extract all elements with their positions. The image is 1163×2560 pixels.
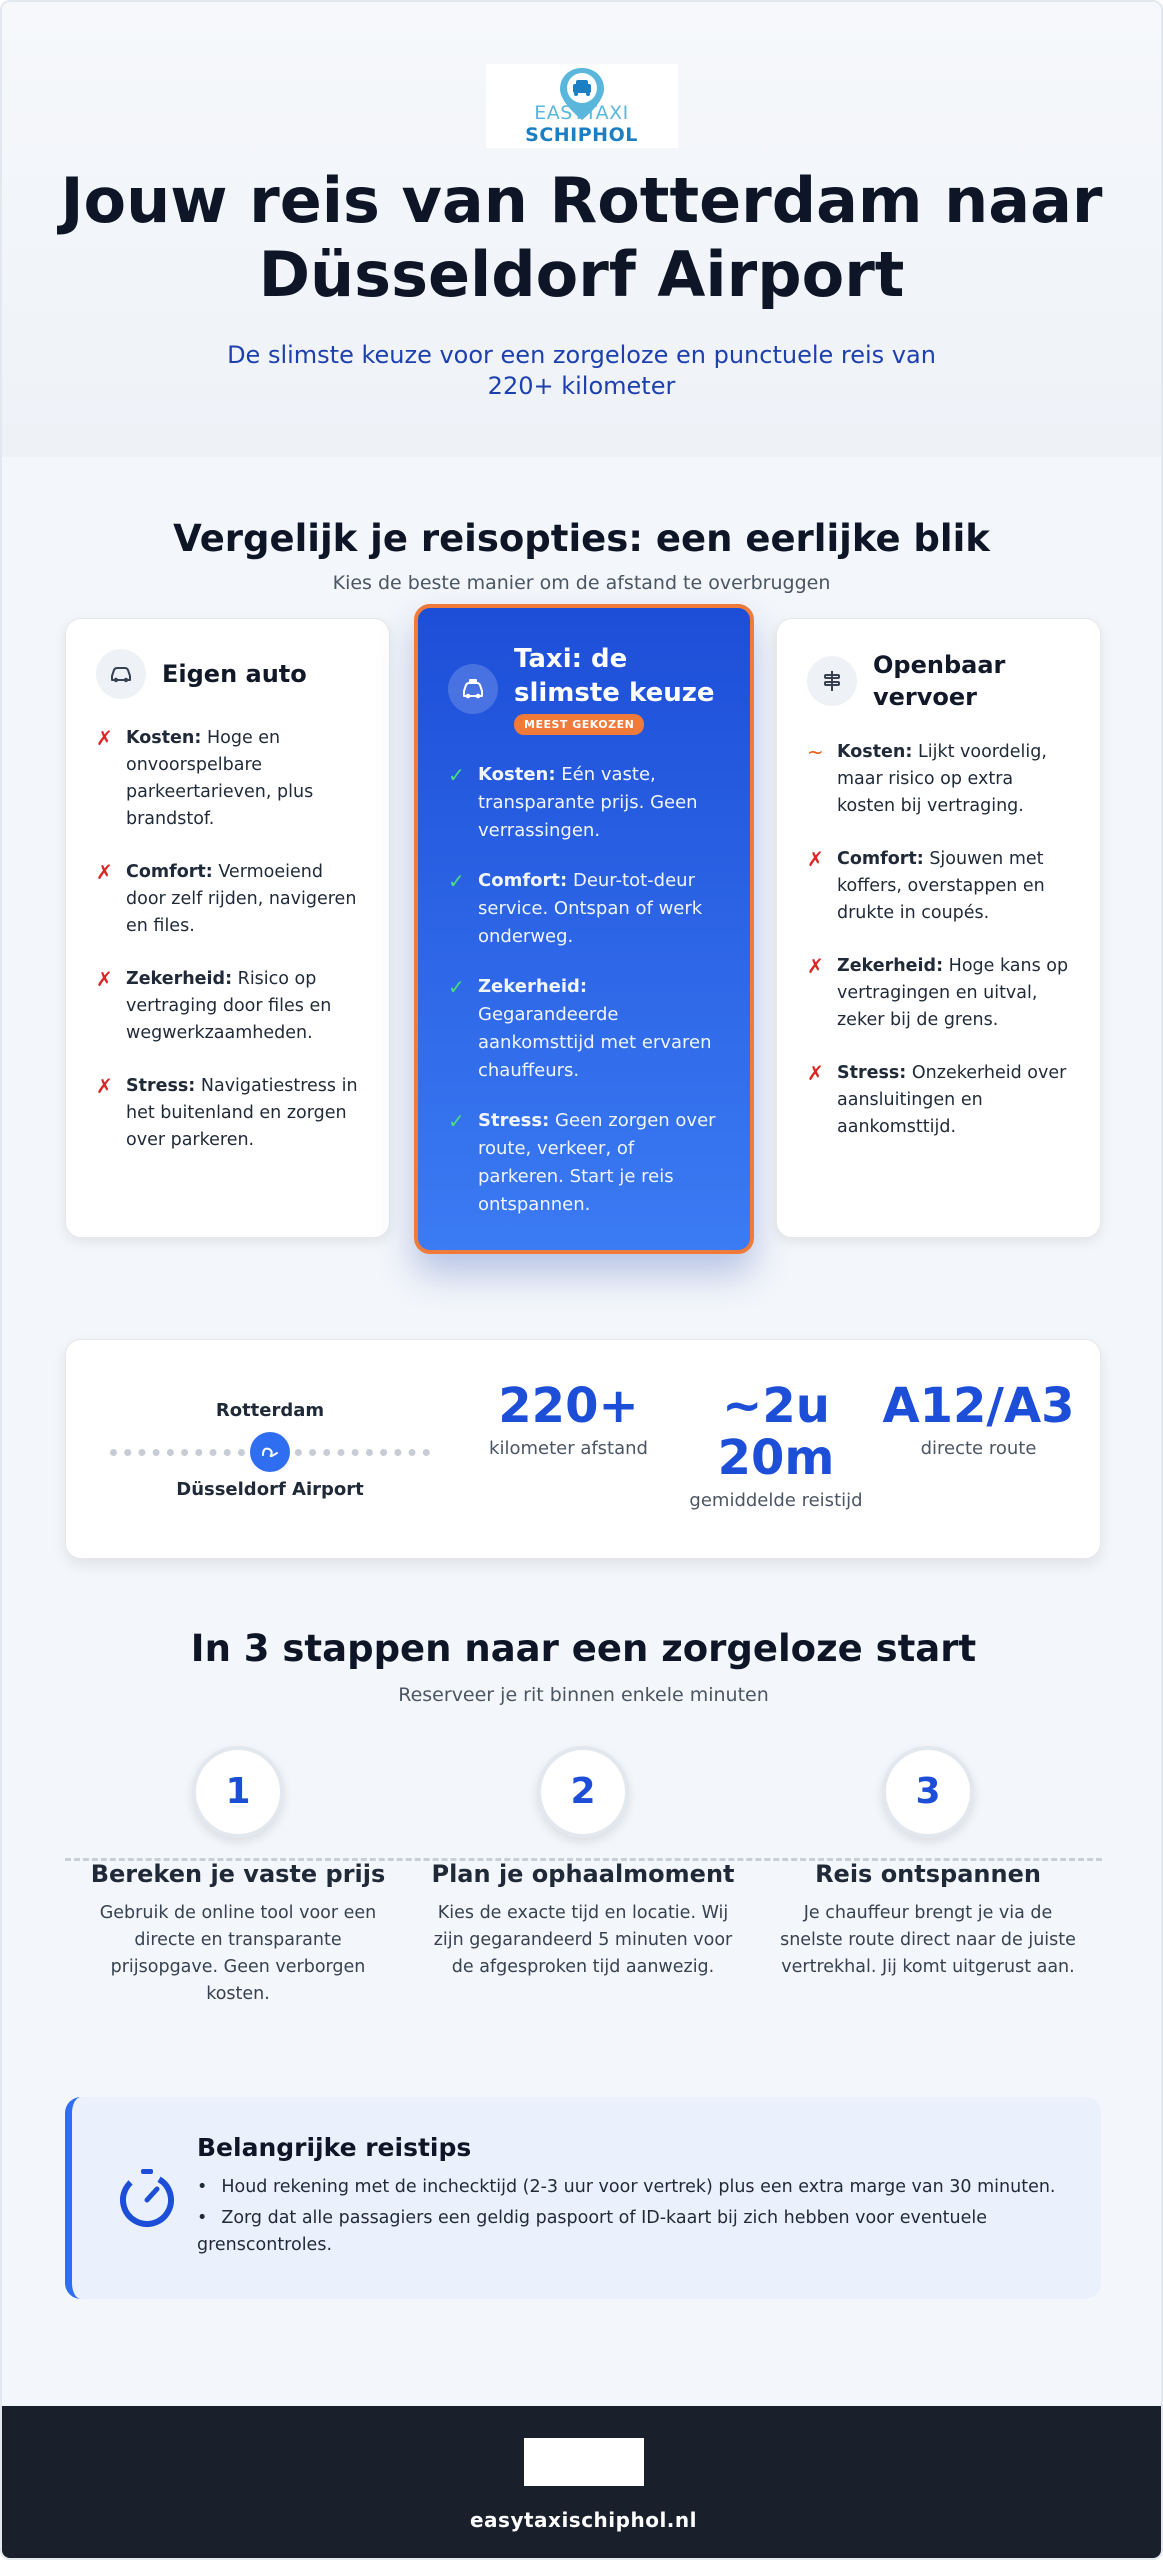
step-3	[773, 1746, 1083, 1981]
item-label: Zekerheid:	[478, 976, 588, 997]
item-text	[837, 846, 1070, 927]
logo-wordmark	[486, 102, 678, 146]
list-item	[807, 1060, 1070, 1141]
item-label: Stress:	[478, 1110, 550, 1131]
time-line-1: ~2u	[722, 1378, 830, 1434]
card-title: Taxi: de slimste keuze	[514, 644, 715, 708]
page-subtitle: De slimste keuze voor een zorgeloze en punctuele reis van 220+ kilometer	[227, 341, 936, 400]
cross-icon: ✗	[96, 1074, 113, 1098]
compare-cards	[2, 618, 1161, 1278]
item-body: Hoge en onvoorspelbare parkeertarieven, plus brandstof.	[126, 728, 314, 829]
list-item	[448, 761, 720, 845]
route-from: Rotterdam	[215, 1400, 325, 1421]
item-body: Geen zorgen over route, verkeer, of parkeren. Start je reis ontspannen.	[478, 1110, 716, 1215]
item-label: Comfort:	[837, 849, 924, 869]
item-label: Kosten:	[837, 742, 913, 762]
item-label: Zekerheid:	[837, 956, 944, 976]
hero-header	[2, 2, 1161, 457]
step-1	[83, 1746, 393, 2008]
item-body: Navigatiestress in het buitenland en zorgen over parkeren.	[126, 1076, 358, 1150]
steps-lead: Reserveer je rit binnen enkele minuten	[398, 1684, 769, 1706]
card-own-car	[65, 618, 390, 1238]
item-label: Zekerheid:	[126, 969, 233, 989]
item-label: Kosten:	[478, 764, 556, 785]
item-body: Risico op vertraging door files en wegwerkzaamheden.	[126, 969, 332, 1043]
list-item	[807, 846, 1070, 927]
item-body: Eén vaste, transparante prijs. Geen verrassingen.	[478, 764, 698, 841]
step-title: Plan je ophaalmoment	[431, 1860, 735, 1888]
list-item	[96, 859, 359, 940]
item-label: Stress:	[837, 1063, 907, 1083]
step-number: 3	[882, 1746, 974, 1838]
step-number: 1	[192, 1746, 284, 1838]
step-text: Kies de exacte tijd en locatie. Wij zijn gegarandeerd 5 minuten voor de afgesproken tijd aanwezig.	[433, 1903, 733, 1977]
route-icon	[250, 1432, 290, 1472]
card-header	[96, 649, 359, 699]
card-header	[807, 649, 1070, 713]
tip-item: • Houd rekening met de inchecktijd (2-3 uur voor vertrek) plus een extra marge van 30 minuten.	[197, 2174, 1061, 2201]
item-label: Kosten:	[126, 728, 202, 748]
step-text: Je chauffeur brengt je via de snelste route direct naar de juiste vertrekhal. Jij komt uitgerust aan.	[780, 1903, 1076, 1977]
stat-route	[876, 1380, 1081, 1459]
item-label: Stress:	[126, 1076, 196, 1096]
steps-section	[2, 1627, 1163, 2046]
list-item	[96, 966, 359, 1047]
step-text: Gebruik de online tool voor een directe en transparante prijsopgave. Geen verborgen kosten.	[99, 1903, 377, 2004]
item-text	[126, 1073, 359, 1154]
steps-row	[2, 1746, 1163, 2046]
list-item	[448, 973, 720, 1085]
logo-part-1: EASYTAXI	[534, 102, 629, 124]
step-title: Reis ontspannen	[815, 1860, 1041, 1888]
cross-icon: ✗	[807, 954, 824, 978]
item-body: Gegarandeerde aankomsttijd met ervaren chauffeurs.	[478, 1004, 712, 1081]
stat-time	[676, 1380, 876, 1511]
route-stats-panel	[65, 1339, 1101, 1559]
cross-icon: ✗	[807, 847, 824, 871]
route-visual	[110, 1400, 430, 1500]
cross-icon: ✗	[807, 1061, 824, 1085]
item-text	[126, 725, 359, 833]
footer-logo[interactable]	[524, 2438, 644, 2486]
item-text	[837, 739, 1070, 820]
tips-list	[197, 2174, 1061, 2259]
travel-tips	[65, 2097, 1101, 2299]
most-chosen-badge: MEEST GEKOZEN	[514, 714, 644, 735]
item-body: Deur-tot-deur service. Ontspan of werk onderweg.	[478, 870, 703, 947]
page-title	[2, 164, 1161, 312]
title-line-1: Jouw reis van Rotterdam naar	[60, 164, 1103, 237]
item-body: Hoge kans op vertragingen en uitval, zeker bij de grens.	[837, 956, 1069, 1030]
item-body: Lijkt voordelig, maar risico op extra kosten bij vertraging.	[837, 742, 1047, 816]
footer-site-link[interactable]: easytaxischiphol.nl	[469, 2508, 697, 2532]
cross-icon: ✗	[96, 726, 113, 750]
taxi-icon	[448, 664, 498, 714]
item-body: Onzekerheid over aansluitingen en aankomsttijd.	[837, 1063, 1067, 1137]
item-label: Comfort:	[478, 870, 568, 891]
list-item	[807, 953, 1070, 1034]
step-number: 2	[537, 1746, 629, 1838]
list-item	[96, 1073, 359, 1154]
item-text	[126, 859, 359, 940]
check-icon: ✓	[448, 869, 465, 893]
item-text	[837, 953, 1070, 1034]
card-title: Openbaar vervoer	[873, 651, 1006, 711]
gauge-icon	[116, 2167, 178, 2229]
item-body: Sjouwen met koffers, overstappen en drukte in coupés.	[837, 849, 1045, 923]
card-taxi	[414, 604, 754, 1254]
list-item	[807, 739, 1070, 820]
card-header	[448, 642, 720, 735]
item-text	[478, 867, 720, 951]
item-text	[126, 966, 359, 1047]
item-text	[478, 973, 720, 1085]
item-text	[837, 1060, 1070, 1141]
compare-title: Vergelijk je reisopties: een eerlijke blik	[173, 517, 990, 560]
step-2	[428, 1746, 738, 1981]
car-icon	[96, 649, 146, 699]
check-icon: ✓	[448, 1109, 465, 1133]
check-icon: ✓	[448, 763, 465, 787]
list-item	[448, 867, 720, 951]
distance-label: kilometer afstand	[489, 1438, 648, 1459]
logo-part-2: SCHIPHOL	[525, 124, 638, 146]
footer	[2, 2406, 1163, 2560]
steps-title: In 3 stappen naar een zorgeloze start	[190, 1627, 977, 1670]
time-label: gemiddelde reistijd	[689, 1490, 863, 1511]
easytaxi-logo[interactable]	[486, 64, 678, 148]
check-icon: ✓	[448, 975, 465, 999]
list-item	[96, 725, 359, 833]
card-title: Eigen auto	[162, 660, 307, 688]
stat-distance	[461, 1380, 676, 1459]
route-value: A12/A3	[882, 1378, 1075, 1434]
item-body: Vermoeiend door zelf rijden, navigeren en files.	[126, 862, 357, 936]
item-label: Comfort:	[126, 862, 213, 882]
step-title: Bereken je vaste prijs	[90, 1860, 386, 1888]
distance-value: 220+	[498, 1378, 639, 1434]
item-text	[478, 1107, 720, 1219]
compare-lead: Kies de beste manier om de afstand te overbruggen	[332, 572, 831, 594]
train-icon	[807, 656, 857, 706]
tips-title: Belangrijke reistips	[197, 2133, 472, 2162]
title-line-2: Düsseldorf Airport	[258, 238, 905, 311]
cross-icon: ✗	[96, 860, 113, 884]
route-label: directe route	[920, 1438, 1037, 1459]
time-value	[676, 1380, 876, 1484]
list-item	[448, 1107, 720, 1219]
card-public-transport	[776, 618, 1101, 1238]
item-text	[478, 761, 720, 845]
cross-icon: ✗	[96, 967, 113, 991]
tilde-icon: ~	[807, 740, 824, 764]
compare-section	[2, 457, 1161, 1278]
route-to: Düsseldorf Airport	[176, 1479, 364, 1500]
tip-item: • Zorg dat alle passagiers een geldig paspoort of ID-kaart bij zich hebben voor eventuele grenscontroles.	[197, 2205, 1061, 2259]
time-line-2: 20m	[717, 1430, 835, 1486]
